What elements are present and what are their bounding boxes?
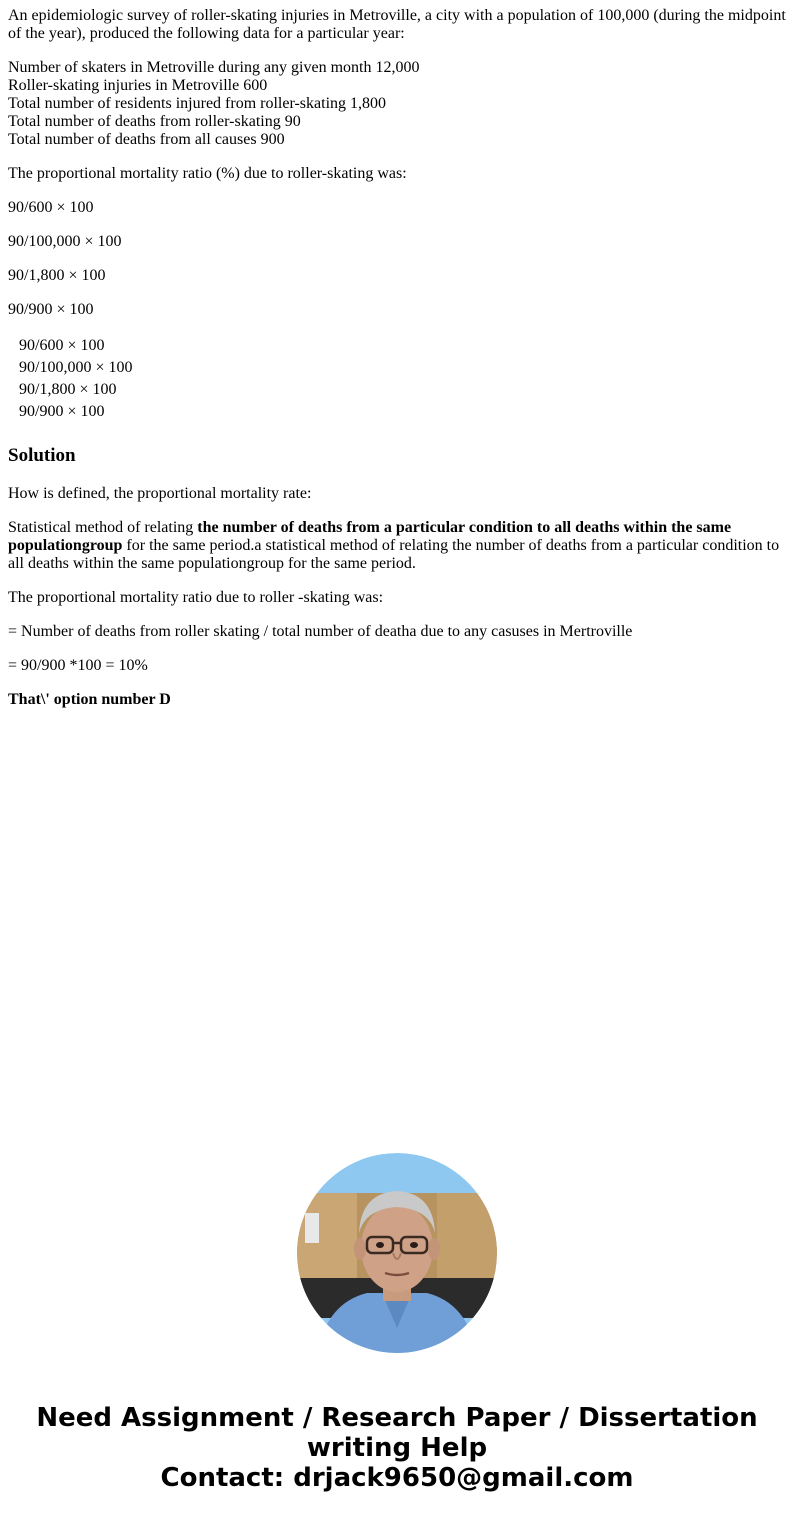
list-item: 90/1,800 × 100 <box>19 381 117 398</box>
document-body <box>8 0 788 725</box>
data-line: Roller-skating injuries in Metroville 600 <box>8 77 268 94</box>
answer-line <box>8 691 788 709</box>
contact-footer <box>0 1403 794 1493</box>
definition-bold: the number of deaths from a particular condition to all deaths within the same populationgroup <box>8 519 732 554</box>
question-prompt: The proportional mortality ratio (%) due to roller-skating was: <box>8 165 407 182</box>
answer-text: That\' option number D <box>8 691 171 708</box>
avatar <box>297 1153 497 1353</box>
definition-suffix: for the same period.a statistical method of relating the number of deaths from a particular condition to all deaths within the same populationgroup for the same period. <box>8 537 780 572</box>
list-item: 90/100,000 × 100 <box>19 359 133 376</box>
data-line: Number of skaters in Metroville during any given month 12,000 <box>8 59 420 76</box>
data-line: Total number of residents injured from roller-skating 1,800 <box>8 95 387 112</box>
result-line: = 90/900 *100 = 10% <box>8 657 148 674</box>
footer-line: writing Help <box>306 1433 488 1463</box>
list-item: 90/600 × 100 <box>19 337 105 354</box>
formula-line: = Number of deaths from roller skating / total number of deatha due to any casuses in Mertroville <box>8 623 633 640</box>
option-d: 90/900 × 100 <box>8 301 94 318</box>
solution-heading: Solution <box>8 445 76 466</box>
portrait-image <box>297 1153 497 1353</box>
footer-line: Need Assignment / Research Paper / Dissertation <box>36 1403 758 1433</box>
data-line: Total number of deaths from roller-skating 90 <box>8 113 301 130</box>
list-item: 90/900 × 100 <box>19 403 105 420</box>
definition-prefix: Statistical method of relating <box>8 519 198 536</box>
definition-paragraph <box>8 519 788 573</box>
option-c: 90/1,800 × 100 <box>8 267 106 284</box>
option-b: 90/100,000 × 100 <box>8 233 122 250</box>
definition-question: How is defined, the proportional mortality rate: <box>8 485 312 502</box>
ratio-intro: The proportional mortality ratio due to roller -skating was: <box>8 589 384 606</box>
option-a: 90/600 × 100 <box>8 199 94 216</box>
question-intro: An epidemiologic survey of roller-skating injuries in Metroville, a city with a population of 100,000 (during the midpoint of the year), produced the following data for a particular year: <box>8 7 786 42</box>
footer-contact: Contact: drjack9650@gmail.com <box>160 1463 634 1493</box>
options-list <box>8 335 788 423</box>
survey-data <box>8 59 788 149</box>
data-line: Total number of deaths from all causes 900 <box>8 131 285 148</box>
